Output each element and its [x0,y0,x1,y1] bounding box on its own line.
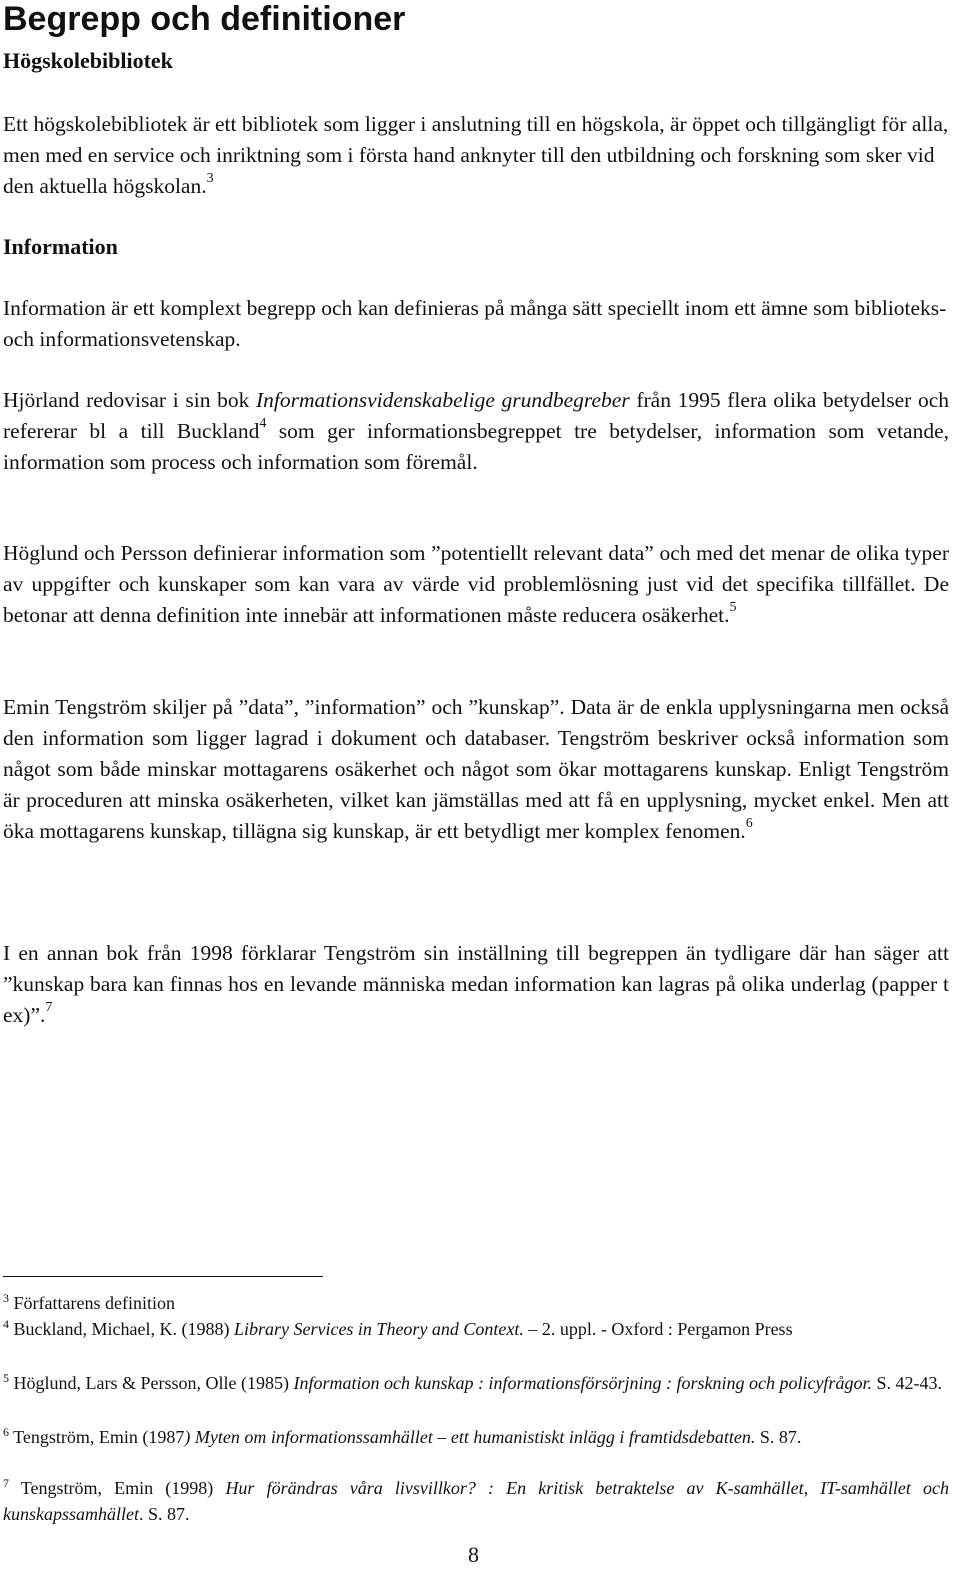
paragraph-hoglund-persson: Höglund och Persson definierar information som ”potentiellt relevant data” och med det menar de olika typer av uppgifter och kunskaper som kan vara av värde vid problemlösning just vid det specifika tillfället. De betonar att denna definition inte innebär att informationen måste reducera osäkerhet.$^5$ [3,541,949,627]
footnote-ref: 7 [45,999,53,1015]
footnote-divider [3,1276,323,1277]
paragraph-tengstrom: Emin Tengström skiljer på ”data”, ”information” och ”kunskap”. Data är de enkla upplysningarna men också den information som ligger lagrad i dokument och databaser. Tengström beskriver också information som något som både minskar mottagarens osäkerhet och något som ökar mottagarens kunskap. Enligt Tengström är proceduren att minska osäkerheten, vilket kan jämställas med att få en upplysning, mycket enkel. Men att öka mottagarens kunskap, tillägna sig kunskap, är ett betydligt mer komplex fenomen.$^6$ [3,695,949,843]
section-heading-library: Högskolebibliotek [3,48,173,73]
paragraph-hjorland: Hjörland redovisar i sin bok Informationsvidenskabelige grundbegreber från 1995 flera olika betydelser och refererar bl a till Buckland$^4$ som ger informationsbegreppet tre betydelser, information som vetande, information som process och information som föremål. [3,388,949,474]
footnote-4: $^4$ Buckland, Michael, K. (1988) Library Services in Theory and Context. – 2. uppl. - Oxford : Pergamon Press [3,1317,793,1339]
footnote-5: $^5$ Höglund, Lars & Persson, Olle (1985) Information och kunskap : informationsförsörjning : forskning och policyfrågor. S. 42-43. [3,1371,942,1393]
footnote-6: $^6$ Tengström, Emin (1987) Myten om informationssamhället – ett humanistiskt inlägg i framtidsdebatten. S. 87. [3,1425,802,1447]
footnote-7: $^7$ Tengström, Emin (1998) Hur förändras våra livsvillkor? : En kritisk betraktelse av K-samhället, IT-samhället och kunskapssamhället. S. 87. [3,1476,949,1524]
footnote-ref: 5 [729,599,737,615]
page-title: Begrepp och definitioner [3,0,406,38]
book-title: Informationsvidenskabelige grundbegreber [256,388,630,412]
section-heading-information: Information [3,234,118,259]
footnote-3: $^3$ Författarens definition [3,1291,175,1313]
footnote-ref: 4 [259,415,267,431]
paragraph-tengstrom-1998: I en annan bok från 1998 förklarar Tengström sin inställning till begreppen än tydligare där han säger att ”kunskap bara kan finnas hos en levande människa medan information kan lagras på olika underlag (papper t ex)”.$^7$ [3,941,949,1027]
paragraph-information-complex: Information är ett komplext begrepp och kan definieras på många sätt speciellt inom ett ämne som biblioteks- och informationsvetenskap. [3,296,947,351]
footnote-ref: 6 [745,815,753,831]
page-number: 8 [468,1542,479,1567]
paragraph-library-definition: Ett högskolebibliotek är ett bibliotek som ligger i anslutning till en högskola, är öppet och tillgängligt för alla, men med en service och inriktning som i första hand anknyter till den utbildning och forskning som sker vid den aktuella högskolan.$^3$ [3,112,949,198]
footnote-ref: 3 [206,170,214,186]
